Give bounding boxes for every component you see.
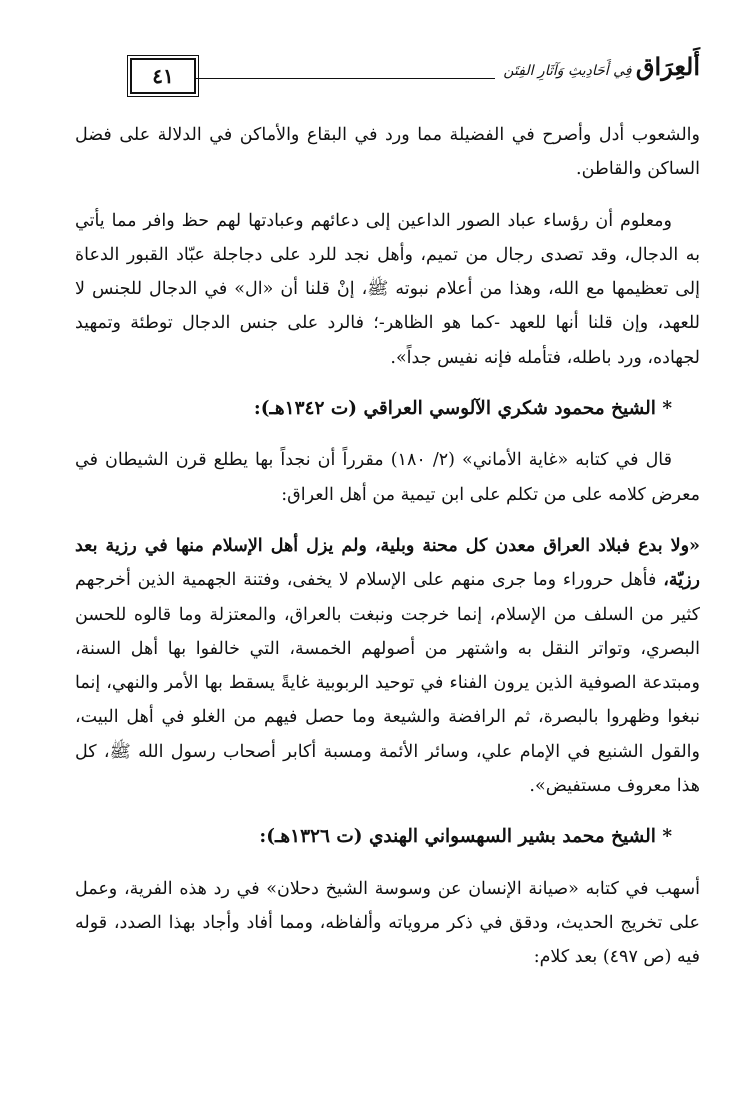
paragraph-3: قال في كتابه «غاية الأماني» (٢/ ١٨٠) مقرراً أن نجداً بها يطلع قرن الشيطان في معرض كلامه على من تكلم على ابن تيمية من أهل العراق:	[75, 450, 700, 505]
section-heading-alusi: * الشيخ محمود شكري الآلوسي العراقي (ت ١٣٤٢هـ):	[253, 398, 672, 420]
paragraph-1: والشعوب أدل وأصرح في الفضيلة مما ورد في البقاع والأماكن في الدلالة على فضل الساكن والقاطن.	[75, 125, 700, 180]
running-title-sub: فِي أَحَادِيثِ وَآثَارِ الفِتَن	[503, 63, 632, 79]
section-heading-sahsawani: * الشيخ محمد بشير السهسواني الهندي (ت ١٣٢٦هـ):	[259, 826, 672, 848]
running-title	[495, 52, 700, 81]
running-title-main: أَلعِرَاق	[635, 52, 700, 81]
page-body	[75, 118, 700, 975]
quote-paragraph	[75, 529, 700, 803]
quote-bold-opening: «ولا بدع فبلاد العراق معدن كل محنة وبلية، ولم يزل أهل الإسلام منها في رزية بعد رزيّة،	[75, 535, 701, 591]
paragraph-5: أسهب في كتابه «صيانة الإنسان عن وسوسة الشيخ دحلان» في رد هذه الفرية، وعمل على تخريج الحديث، ودقق في ذكر مروياته وألفاظه، ومما أفاد وأجاد بهذا الصدد، قوله فيه (ص ٤٩٧) بعد كلام:	[75, 878, 700, 968]
page-number: ٤١	[130, 58, 196, 94]
paragraph-2: ومعلوم أن رؤساء عباد الصور الداعين إلى دعائهم وعبادتها لهم حظ وافر مما يأتي به الدجال، وقد تصدى رجال من تميم، وأهل نجد للرد على دجاجلة عبّاد القبور الدعاة إلى تعظيمها مع الله، وهذا من أعلام نبوته ﷺ، إنْ قلنا أن «ال» في الدجال للجنس لا للعهد، وإن قلنا أنها للعهد -كما هو الظاهر-؛ فالرد على جنس الدجال توطئة وتمهيد لجهاده، ورد باطله، فتأمله فإنه نفيس جداً».	[75, 210, 700, 368]
page-header	[60, 50, 700, 96]
quote-body: فأهل حروراء وما جرى منهم على الإسلام لا يخفى، وفتنة الجهمية الذين أخرجهم كثير من السلف من الإسلام، إنما خرجت ونبغت بالعراق، والمعتزلة وما قالوه للحسن البصري، وتواتر النقل به واشتهر من أصولهم الخمسة، التي خالفوا بها أهل السنة، ومبتدعة الصوفية الذين يرون الفناء في توحيد الربوبية غايةً يسقط بها الأمر والنهي، إنما نبغوا وظهروا بالبصرة، ثم الرافضة والشيعة وما حصل فيهم من الغلو في أهل البيت، والقول الشنيع في الإمام علي، وسائر الأئمة ومسبة أكابر أصحاب رسول الله ﷺ، كل هذا معروف مستفيض».	[75, 570, 700, 797]
